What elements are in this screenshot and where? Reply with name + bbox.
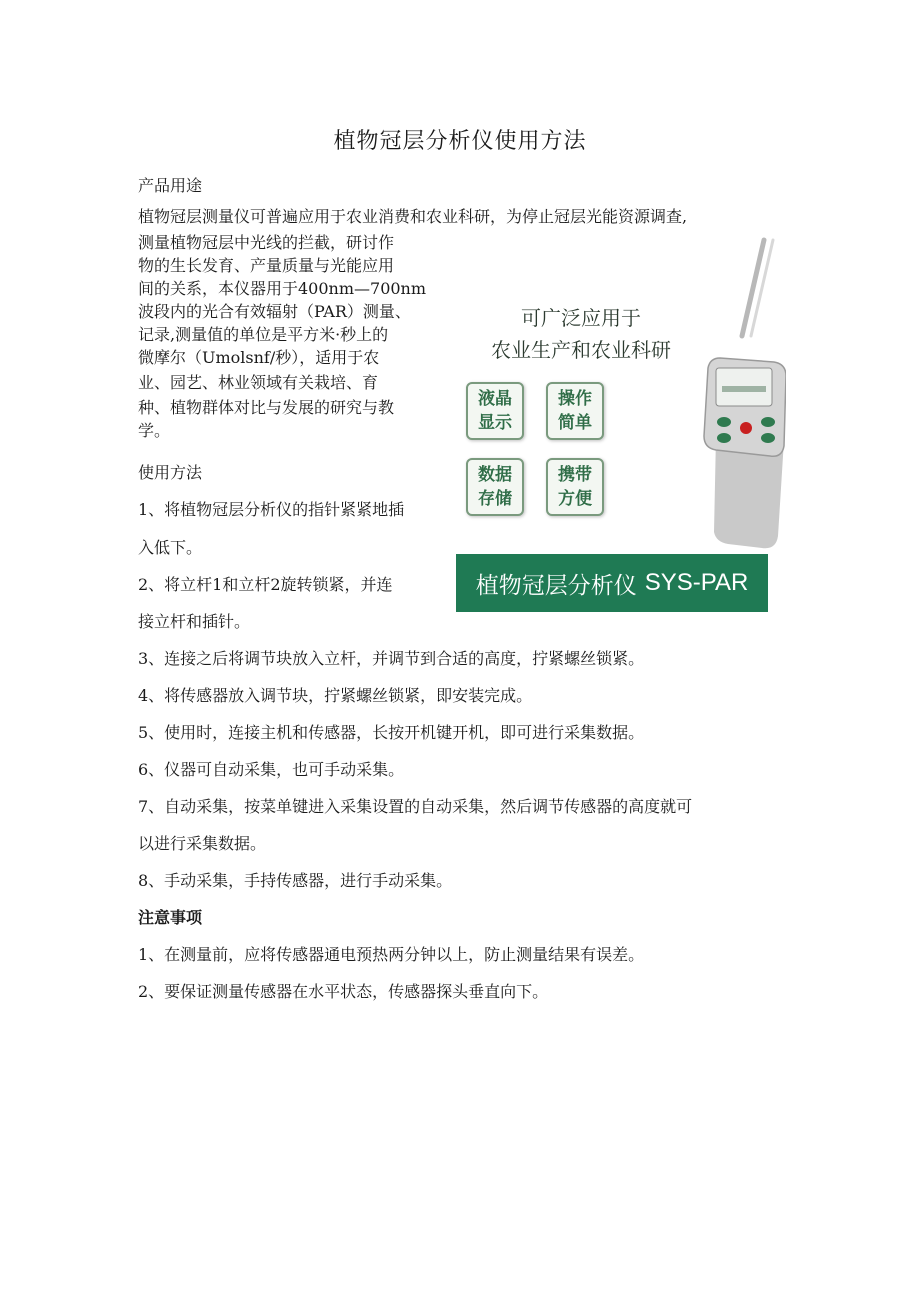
feature-badge-lcd <box>466 382 524 440</box>
feature-text: 存储 <box>478 489 512 509</box>
device-illustration <box>646 236 786 556</box>
banner-model: SYS-PAR <box>644 569 749 596</box>
usage-line: 记录,测量值的单位是平方米·秒上的 <box>138 325 389 344</box>
method-line: 4、将传感器放入调节块，拧紧螺丝锁紧，即安装完成。 <box>138 686 533 705</box>
notes-line: 2、要保证测量传感器在水平状态，传感器探头垂直向下。 <box>138 982 549 1001</box>
banner-product-name: 植物冠层分析仪 <box>475 572 637 599</box>
method-line: 3、连接之后将调节块放入立杆，并调节到合适的高度，拧紧螺丝锁紧。 <box>138 649 645 668</box>
page-title: 植物冠层分析仪使用方法 <box>333 129 587 154</box>
method-line: 1、将植物冠层分析仪的指针紧紧地插 <box>138 500 405 519</box>
section-heading-usage: 产品用途 <box>138 176 203 195</box>
usage-line: 种、植物群体对比与发展的研究与教 <box>138 398 395 417</box>
method-line: 2、将立杆1和立杆2旋转锁紧，并连 <box>138 575 393 594</box>
method-line: 8、手动采集，手持传感器，进行手动采集。 <box>138 871 453 890</box>
feature-text: 携带 <box>558 465 592 485</box>
feature-badge-portable <box>546 458 604 516</box>
usage-line: 学。 <box>138 421 171 440</box>
method-line: 5、使用时，连接主机和传感器，长按开机键开机，即可进行采集数据。 <box>138 723 645 742</box>
feature-text: 显示 <box>478 413 512 433</box>
usage-line: 测量植物冠层中光线的拦截，研讨作 <box>138 233 395 252</box>
feature-badge-storage <box>466 458 524 516</box>
product-name-banner <box>456 554 768 612</box>
usage-line: 植物冠层测量仪可普遍应用于农业消费和农业科研，为停止冠层光能资源调查, <box>138 207 688 226</box>
method-line: 7、自动采集，按菜单键进入采集设置的自动采集，然后调节传感器的高度就可 <box>138 797 693 816</box>
method-line: 以进行采集数据。 <box>138 834 267 853</box>
usage-line: 业、园艺、林业领域有关栽培、育 <box>138 373 379 392</box>
feature-text: 方便 <box>558 489 592 509</box>
usage-line: 波段内的光合有效辐射（PAR）测量、 <box>138 302 411 321</box>
feature-text: 操作 <box>558 389 592 409</box>
slogan-line-2: 农业生产和农业科研 <box>491 338 671 362</box>
section-heading-notes: 注意事项 <box>138 908 203 927</box>
slogan-line-1: 可广泛应用于 <box>521 306 641 330</box>
section-heading-method: 使用方法 <box>138 463 203 482</box>
usage-line: 物的生长发育、产量质量与光能应用 <box>138 256 395 275</box>
feature-text: 液晶 <box>478 389 512 409</box>
method-line: 6、仪器可自动采集，也可手动采集。 <box>138 760 405 779</box>
feature-badge-easy <box>546 382 604 440</box>
notes-line: 1、在测量前，应将传感器通电预热两分钟以上，防止测量结果有误差。 <box>138 945 645 964</box>
usage-line: 微摩尔（Umolsnf/秒），适用于农 <box>138 348 380 367</box>
usage-line: 间的关系，本仪器用于400nm—700nm <box>138 279 427 298</box>
method-line: 入低下。 <box>138 538 203 557</box>
feature-text: 数据 <box>478 465 512 485</box>
product-image <box>456 236 786 616</box>
method-line: 接立杆和插针。 <box>138 612 251 631</box>
feature-text: 简单 <box>558 413 592 433</box>
